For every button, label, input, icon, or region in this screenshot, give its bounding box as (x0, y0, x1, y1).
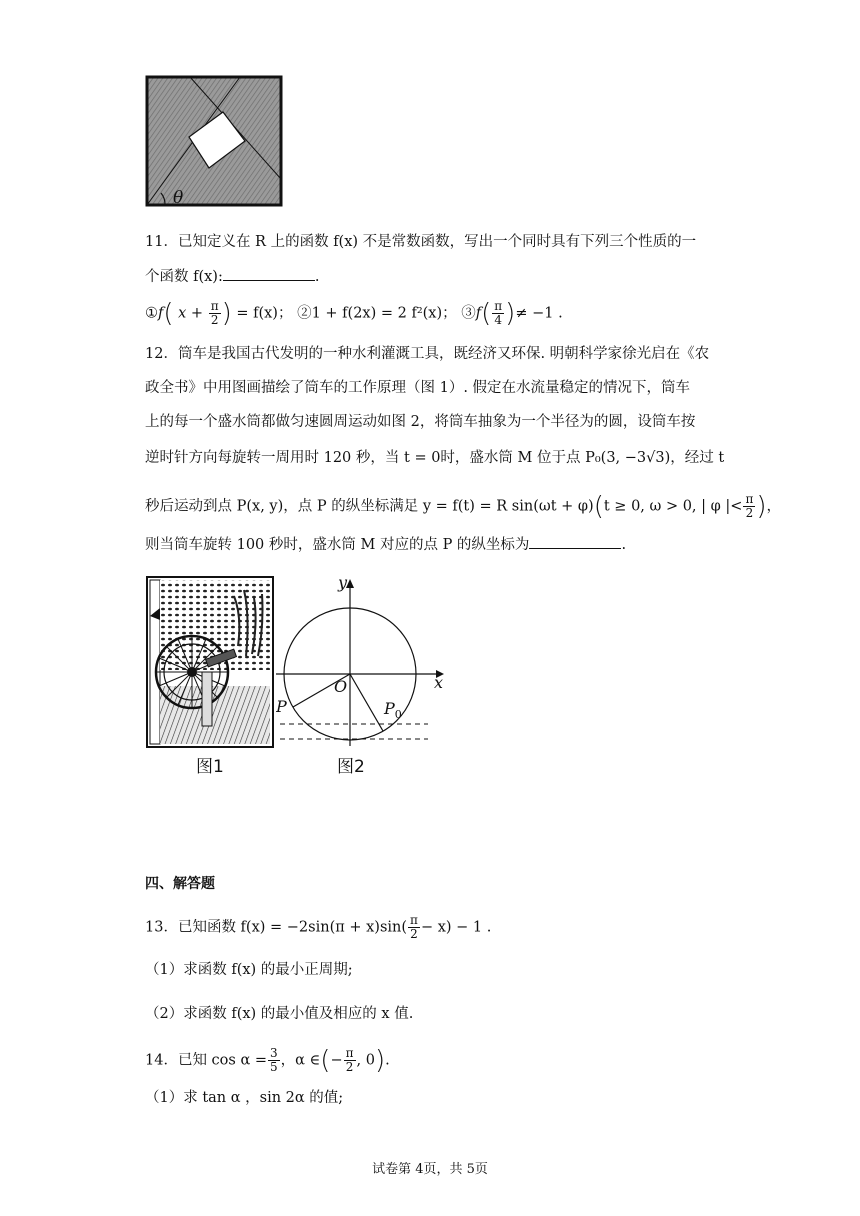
q12-line2: 政全书》中用图画描绘了筒车的工作原理（图 1）. 假定在水流量稳定的情况下，筒车 (145, 380, 691, 396)
page-footer: 试卷第 4页，共 5页 (372, 1162, 488, 1177)
q12-answer-blank[interactable] (529, 534, 621, 549)
q11-conditions: ①f( x + $\frac{\pi}{2}$ ) = f(x)； ②1 + f(2x) = 2 f²(x)； ③f( $\frac{\pi}{4}$ )≠ −1 . (145, 298, 563, 329)
q14-part1: （1）求 tan α ，sin 2α 的值; (145, 1090, 344, 1106)
fig1-label: 图1 (196, 757, 224, 777)
q11-line2: 个函数 f(x): . (145, 266, 319, 287)
origin-label: O (334, 677, 348, 696)
point-p0-label: $P_0$ (384, 699, 402, 721)
axis-x-label: x (434, 673, 444, 692)
q12-line6: 则当筒车旋转 100 秒时，盛水筒 M 对应的点 P 的纵坐标为 . (145, 534, 626, 555)
q13-part2: （2）求函数 f(x) 的最小值及相应的 x 值. (145, 1006, 414, 1022)
q13-line1: 13．已知函数 f(x) = −2sin(π + x)sin( $\frac{\pi}{2}$ − x) − 1 . (145, 913, 492, 941)
coordinate-circle-diagram (276, 574, 450, 748)
q12-line4: 逆时针方向每旋转一周用时 120 秒，当 t = 0时，盛水筒 M 位于点 P₀(3, −3√3)，经过 t (145, 450, 725, 466)
q11-answer-blank[interactable] (223, 266, 315, 281)
square-theta-figure (145, 75, 283, 207)
q11-line1: 11．已知定义在 R 上的函数 f(x) 不是常数函数，写出一个同时具有下列三个性质的一 (145, 234, 697, 250)
fig2-label: 图2 (337, 757, 365, 777)
q12-line1: 12．筒车是我国古代发明的一种水利灌溉工具，既经济又环保. 明朝科学家徐光启在《农 (145, 346, 710, 362)
point-p-label: P (276, 697, 287, 716)
q12-line5: 秒后运动到点 P(x, y)，点 P 的纵坐标满足 y = f(t) = R sin(ωt + φ)(t ≥ 0, ω > 0, | φ |< $\frac{\pi}{2}$ )， (145, 491, 781, 522)
q14-line1: 14．已知 cos α = $\frac{3}{5}$ ，α ∈(− $\frac{\pi}{2}$ , 0). (145, 1045, 390, 1076)
water-wheel-illustration (146, 576, 274, 748)
section-title: 四、解答题 (145, 876, 215, 892)
axis-y-label: y (338, 574, 348, 592)
q13-part1: （1）求函数 f(x) 的最小正周期; (145, 962, 353, 978)
q12-line3: 上的每一个盛水筒都做匀速圆周运动如图 2，将筒车抽象为一个半径为的圆，设筒车按 (145, 414, 696, 430)
theta-label: θ (173, 188, 184, 207)
